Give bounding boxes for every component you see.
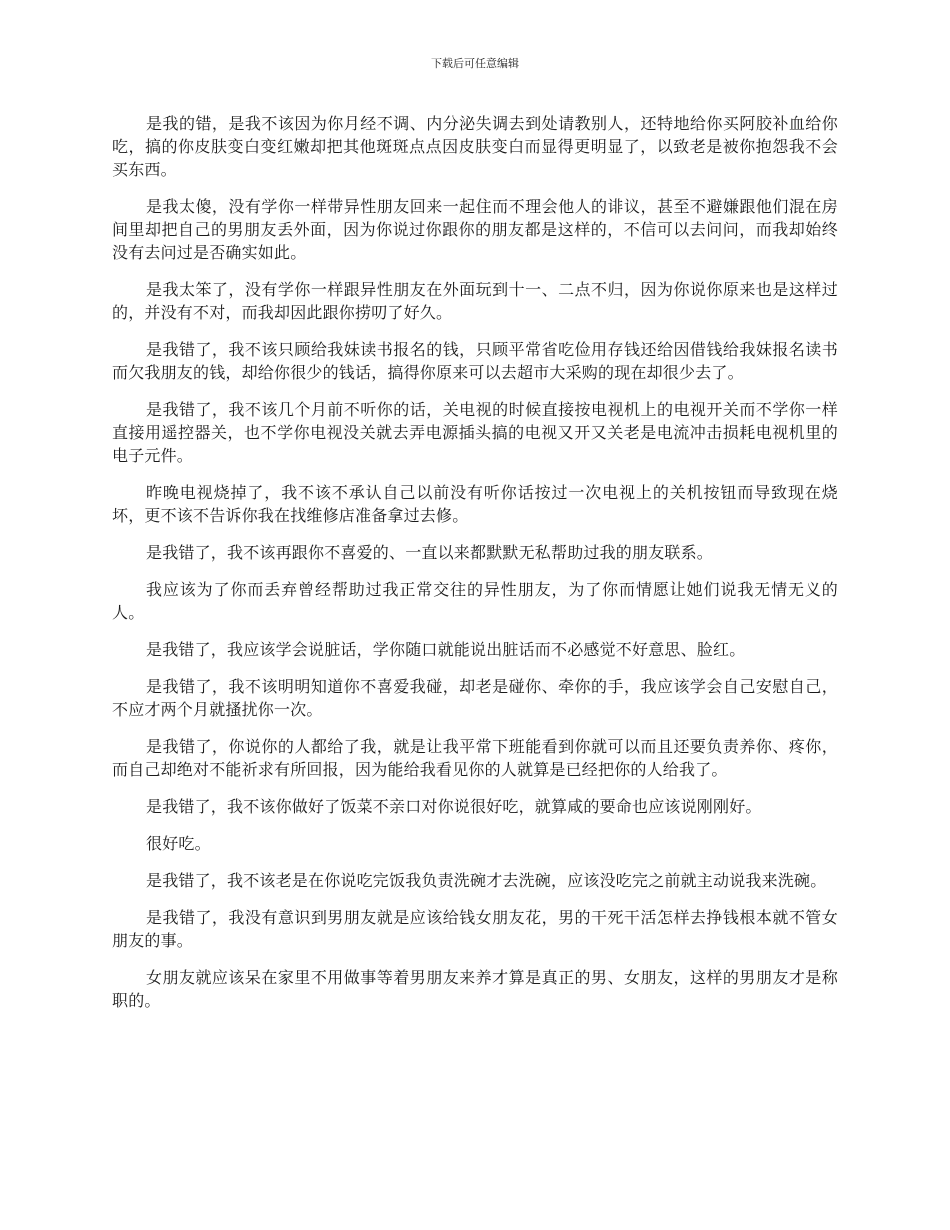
paragraph: 昨晚电视烧掉了，我不该不承认自己以前没有听你话按过一次电视上的关机按钮而导致现在烧坏，更不该不告诉你我在找维修店准备拿过去修。 [112,483,838,525]
paragraph: 是我错了，我应该学会说脏话，学你随口就能说出脏话而不必感觉不好意思、脸红。 [146,640,746,659]
paragraph: 女朋友就应该呆在家里不用做事等着男朋友来养才算是真正的男、女朋友，这样的男朋友才是称职的。 [112,968,838,1010]
paragraph: 是我错了，我不该明明知道你不喜爱我碰，却老是碰你、牵你的手，我应该学会自己安慰自己，不应才两个月就搔扰你一次。 [112,677,838,719]
paragraph: 是我错了，我不该再跟你不喜爱的、一直以来都默默无私帮助过我的朋友联系。 [146,543,714,562]
page-header: 下载后可任意编辑 [431,57,519,70]
paragraph: 是我错了，我不该你做好了饭菜不亲口对你说很好吃，就算咸的要命也应该说刚刚好。 [146,797,762,816]
paragraph: 是我太傻，没有学你一样带异性朋友回来一起住而不理会他人的诽议，甚至不避嫌跟他们混在房间里却把自己的男朋友丢外面，因为你说过你跟你的朋友都是这样的，不信可以去问问，而我却始终没有去问过是否确实如此。 [112,197,838,262]
paragraph: 我应该为了你而丢弃曾经帮助过我正常交往的异性朋友，为了你而情愿让她们说我无情无义的人。 [112,580,838,622]
paragraph: 是我错了，你说你的人都给了我，就是让我平常下班能看到你就可以而且还要负责养你、疼你，而自己却绝对不能祈求有所回报，因为能给我看见你的人就算是已经把你的人给我了。 [112,737,838,779]
paragraph: 是我错了，我没有意识到男朋友就是应该给钱女朋友花，男的干死干活怎样去挣钱根本就不管女朋友的事。 [112,908,838,950]
paragraph: 是我错了，我不该老是在你说吃完饭我负责洗碗才去洗碗，应该没吃完之前就主动说我来洗碗。 [146,871,827,890]
paragraph: 是我错了，我不该几个月前不听你的话，关电视的时候直接按电视机上的电视开关而不学你一样直接用遥控器关，也不学你电视没关就去弄电源插头搞的电视又开又关老是电流冲击损耗电视机里的电子元件。 [112,400,838,465]
paragraph: 是我的错，是我不该因为你月经不调、内分泌失调去到处请教别人，还特地给你买阿胶补血给你吃，搞的你皮肤变白变红嫩却把其他斑斑点点因皮肤变白而显得更明显了，以致老是被你抱怨我不会买东西。 [112,114,838,179]
paragraph: 是我太笨了，没有学你一样跟异性朋友在外面玩到十一、二点不归，因为你说你原来也是这样过的，并没有不对，而我却因此跟你捞叨了好久。 [112,280,838,322]
paragraph: 很好吃。 [146,834,211,853]
document-body [112,112,838,1026]
paragraph: 是我错了，我不该只顾给我妹读书报名的钱，只顾平常省吃俭用存钱还给因借钱给我妹报名读书而欠我朋友的钱，却给你很少的钱话，搞得你原来可以去超市大采购的现在却很少去了。 [112,340,838,382]
